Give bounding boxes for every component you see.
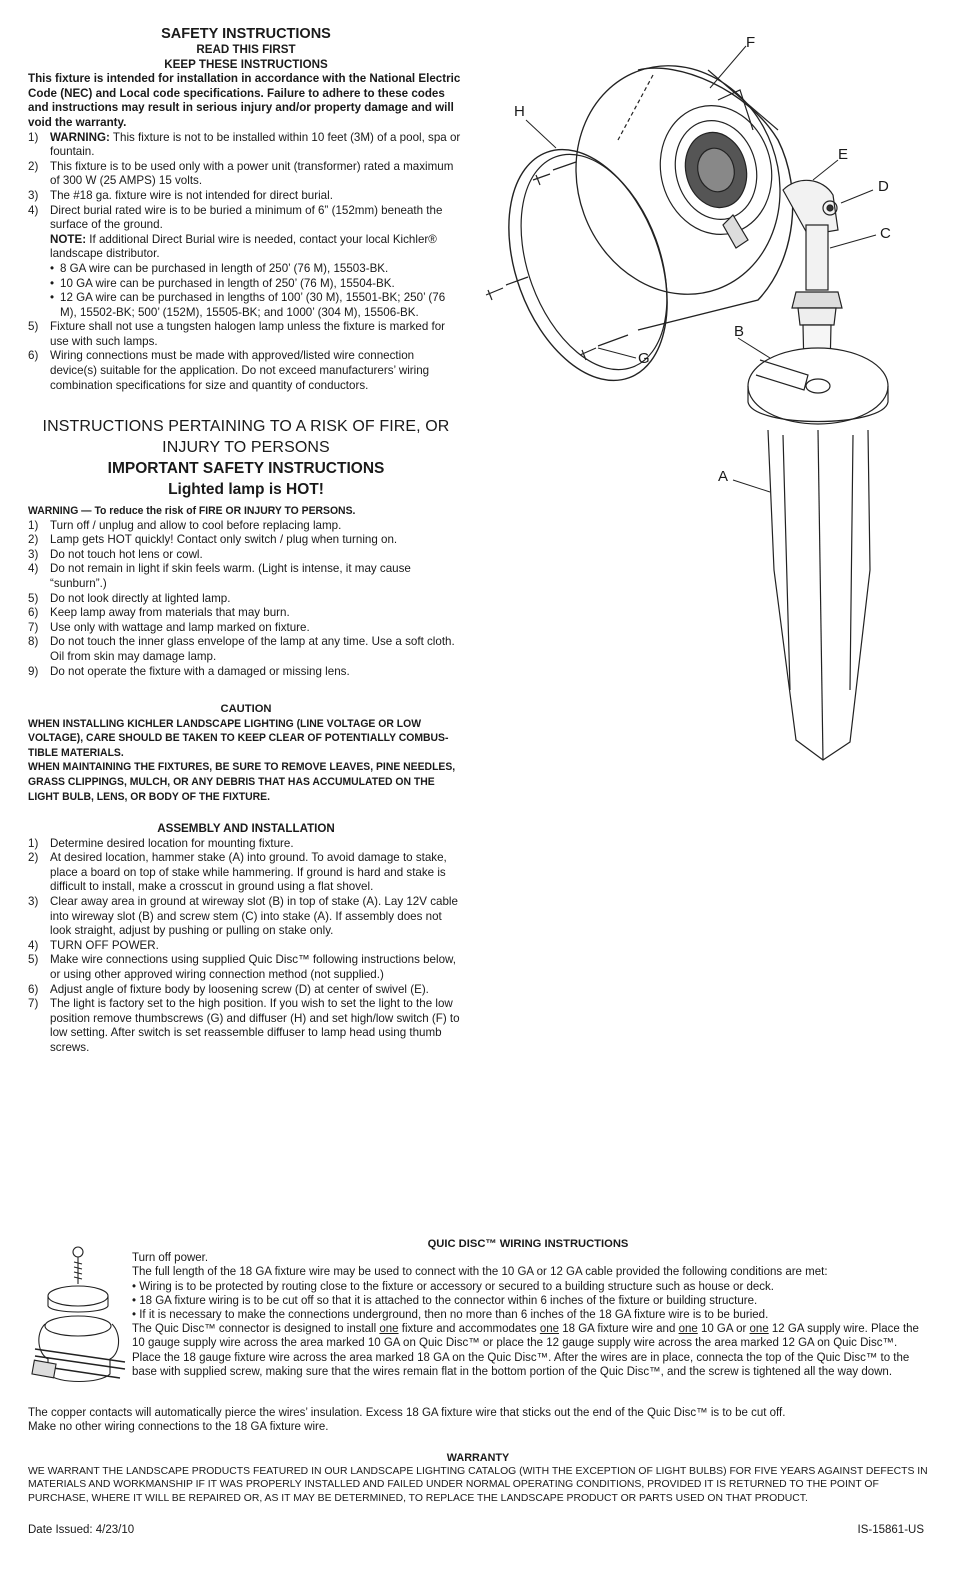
fire-section	[28, 416, 464, 679]
quic-title: QUIC DISC™ WIRING INSTRUCTIONS	[427, 1238, 629, 1250]
list-item: 2) This fixture is to be used only with a power unit (transformer) rated a maximum of 300 W (25 AMPS) 15 volts.	[28, 159, 454, 188]
list-item: 2) Lamp gets HOT quickly! Contact only switch / plug when turning on.	[28, 533, 398, 547]
list-item: 3) Do not touch hot lens or cowl.	[28, 547, 203, 561]
quic-p1: Turn off power.	[132, 1252, 209, 1265]
quic-tail	[28, 1406, 928, 1434]
quic-p3: The Quic Disc™ connector is designed to install one fixture and accommodates one 18 GA fixture wire and one 10 GA or one 12 GA supply wire. Place the 10 gauge supply wire across the area marked 10 GA on Quic Disc™ or place the 12 gauge supply wire across the area marked 12 GA on Quic Disc™.	[132, 1323, 919, 1350]
disc-base	[32, 1316, 125, 1382]
safety-list	[28, 131, 464, 233]
list-item: • 12 GA wire can be purchased in lengths of 100’ (30 M), 15501-BK; 250’ (76 M), 15502-BK; 500’ (152M), 15505-BK; and 1000’ (304 M), 15506-BK.	[50, 291, 464, 320]
label-a: A	[718, 468, 729, 485]
label-h: H	[514, 103, 525, 120]
document-code: IS-15861-US	[857, 1524, 924, 1536]
list-item: 7) Use only with wattage and lamp marked on fixture.	[28, 620, 310, 634]
warranty-title: WARRANTY	[446, 1452, 510, 1464]
list-item: 5) Fixture shall not use a tungsten halogen lamp unless the fixture is marked for use with such lamps.	[28, 320, 446, 348]
thumbscrew-icon	[486, 162, 628, 360]
fire-list	[28, 519, 464, 680]
fixture-diagram	[478, 30, 948, 770]
assembly-section	[28, 822, 464, 1056]
safety-intro: This fixture is intended for installation in accordance with the National Electric Code (NEC) and Local code specifications. Failure to adhere to these codes and instructions may result in serious injury and/or property damage and will void the warranty.	[28, 72, 461, 129]
important-safety: IMPORTANT SAFETY INSTRUCTIONS	[107, 460, 385, 477]
list-item: 1) Determine desired location for mounting fixture.	[28, 836, 294, 850]
caution-p2: WHEN MAINTAINING THE FIXTURES, BE SURE TO REMOVE LEAVES, PINE NEEDLES, GRASS CLIPPINGS, MULCH, OR ANY DEBRIS THAT HAS ACCUMULATED ON THE LIGHT BULB, LENS, OR BODY OF THE FIXTURE.	[28, 761, 456, 803]
quic-p4: Place the 18 gauge fixture wire across the area marked 18 GA on the Quic Disc™. After the wires are in place, connecta the top of the Quic Disc™ to the base with supplied screw, making sure that the wires remain flat in the bottom portion of the Quic Disc™, and the screw is tightened all the way down.	[132, 1351, 910, 1378]
assembly-title: ASSEMBLY AND INSTALLATION	[157, 822, 335, 835]
list-item: 6) Keep lamp away from materials that may burn.	[28, 606, 290, 620]
list-item: 9) Do not operate the fixture with a damaged or missing lens.	[28, 664, 350, 678]
list-item: 4) Do not remain in light if skin feels warm. (Light is intense, it may cause “sunburn”.)	[28, 562, 411, 590]
label-d: D	[878, 178, 889, 195]
safety-list-2	[28, 320, 464, 393]
label-g: G	[638, 350, 650, 367]
list-item: 5) Do not look directly at lighted lamp.	[28, 591, 231, 605]
list-item: 3) Clear away area in ground at wireway slot (B) in top of stake (A). Lay 12V cable into wireway slot (B) and screw stem (C) into stake (A). If assembly does not look straight, adjust by pushing or pulling on stake only.	[28, 894, 458, 938]
safety-title: SAFETY INSTRUCTIONS	[161, 26, 331, 42]
quic-bullet: • 18 GA fixture wiring is to be cut off so that it is attached to the connector within 6 inches of the fixture or building structure.	[132, 1294, 758, 1307]
caution-title: CAUTION	[220, 703, 272, 715]
assembly-list	[28, 837, 464, 1056]
quic-disc-section	[132, 1237, 924, 1379]
quic-p6: Make no other wiring connections to the 18 GA fixture wire.	[28, 1421, 329, 1434]
lamp-hot: Lighted lamp is HOT!	[168, 481, 324, 498]
label-e: E	[838, 146, 849, 163]
list-item: • 10 GA wire can be purchased in length of 250’ (76 M), 15504-BK.	[50, 277, 464, 292]
fire-warning: WARNING — To reduce the risk of FIRE OR INJURY TO PERSONS.	[28, 505, 356, 517]
quic-p2: The full length of the 18 GA fixture wire may be used to connect with the 10 GA or 12 GA cable provided the following conditions are met:	[132, 1266, 828, 1279]
fire-heading: INSTRUCTIONS PERTAINING TO A RISK OF FIRE, OR INJURY TO PERSONS	[42, 418, 450, 456]
list-item: 7) The light is factory set to the high position. If you wish to set the light to the low position remove thumbscrews (G) and diffuser (H) and set high/low switch (F) to low setting. After switch is set reassemble diffuser to lamp head using thumb screws.	[28, 997, 460, 1054]
list-item: 8) Do not touch the inner glass envelope of the lamp at any time. Use a soft cloth. Oil from skin may damage lamp.	[28, 635, 455, 663]
list-item: 1) Turn off / unplug and allow to cool before replacing lamp.	[28, 518, 342, 532]
quic-bullet: • Wiring is to be protected by routing close to the fixture or accessory or secured to a building structure such as house or deck.	[132, 1280, 774, 1293]
list-item: • 8 GA wire can be purchased in length of 250’ (76 M), 15503-BK.	[50, 262, 464, 277]
disc-top	[48, 1286, 108, 1312]
quic-bullet: • If it is necessary to make the connections underground, then no more than 6 inches of the 18 GA fixture wire is to be buried.	[132, 1309, 769, 1322]
caution-p1: WHEN INSTALLING KICHLER LANDSCAPE LIGHTING (LINE VOLTAGE OR LOW VOLTAGE), CARE SHOULD BE TAKEN TO KEEP CLEAR OF POTENTIALLY COMBUS-TIBLE MATERIALS.	[28, 717, 449, 759]
list-item: 1) WARNING: This fixture is not to be installed within 10 feet (3M) of a pool, spa or fountain.	[28, 130, 461, 159]
wire-bullets	[28, 262, 464, 320]
list-item: 2) At desired location, hammer stake (A) into ground. To avoid damage to stake, place a board on top of stake while hammering. If ground is hard and stake is difficult to install, make a crosscut in ground using a flat shovel.	[28, 851, 447, 894]
list-item: 4) TURN OFF POWER.	[28, 938, 159, 952]
list-item: 5) Make wire connections using supplied Quic Disc™ following instructions below, or using other approved wiring connection method (not supplied.)	[28, 953, 456, 981]
quic-disc-diagram	[30, 1244, 130, 1404]
date-issued: Date Issued: 4/23/10	[28, 1524, 135, 1536]
diffuser	[479, 128, 696, 403]
read-first: READ THIS FIRST	[196, 43, 296, 56]
screw-icon	[73, 1247, 83, 1284]
caution-section	[28, 702, 464, 804]
safety-section	[28, 26, 464, 393]
label-b: B	[734, 323, 745, 340]
list-item: 6) Adjust angle of fixture body by loosening screw (D) at center of swivel (E).	[28, 982, 429, 996]
warranty-text: WE WARRANT THE LANDSCAPE PRODUCTS FEATURED IN OUR LANDSCAPE LIGHTING CATALOG (WITH THE EXCEPTION OF LIGHT BULBS) FOR FIVE YEARS AGAINST DEFECTS IN MATERIALS AND WORKMANSHIP IF IT WAS PROPERLY INSTALLED AND FAILED UNDER NORMAL OPERATING CONDITIONS, PROVIDED IT IS RETURNED TO THE POINT OF PURCHASE, WHERE IT WILL BE REPAIRED OR, AS IT MAY BE DETERMINED, TO REPLACE THE LANDSCAPE PRODUCT OR PARTS USED ON THAT PRODUCT.	[28, 1466, 928, 1504]
stake	[768, 430, 870, 760]
list-item: 4) Direct burial rated wire is to be buried a minimum of 6” (152mm) beneath the surface of the ground.	[28, 203, 443, 232]
label-c: C	[880, 225, 891, 242]
quic-p5: The copper contacts will automatically pierce the wires’ insulation. Excess 18 GA fixture wire that sticks out the end of the Quic Disc™ is to be cut off.	[28, 1407, 786, 1419]
list-item: 3) The #18 ga. fixture wire is not intended for direct burial.	[28, 188, 333, 202]
warranty-section	[28, 1452, 928, 1505]
keep-instructions: KEEP THESE INSTRUCTIONS	[164, 57, 328, 71]
label-f: F	[746, 34, 756, 51]
burial-note: NOTE: If additional Direct Burial wire is needed, contact your local Kichler® landscape distributor.	[50, 232, 437, 261]
stake-disc	[748, 348, 888, 424]
list-item: 6) Wiring connections must be made with approved/listed wire connection device(s) suitable for the application. Do not exceed manufacturers’ wiring combination specifications for size and quantity of conductors.	[28, 349, 430, 392]
reflector	[646, 90, 786, 248]
